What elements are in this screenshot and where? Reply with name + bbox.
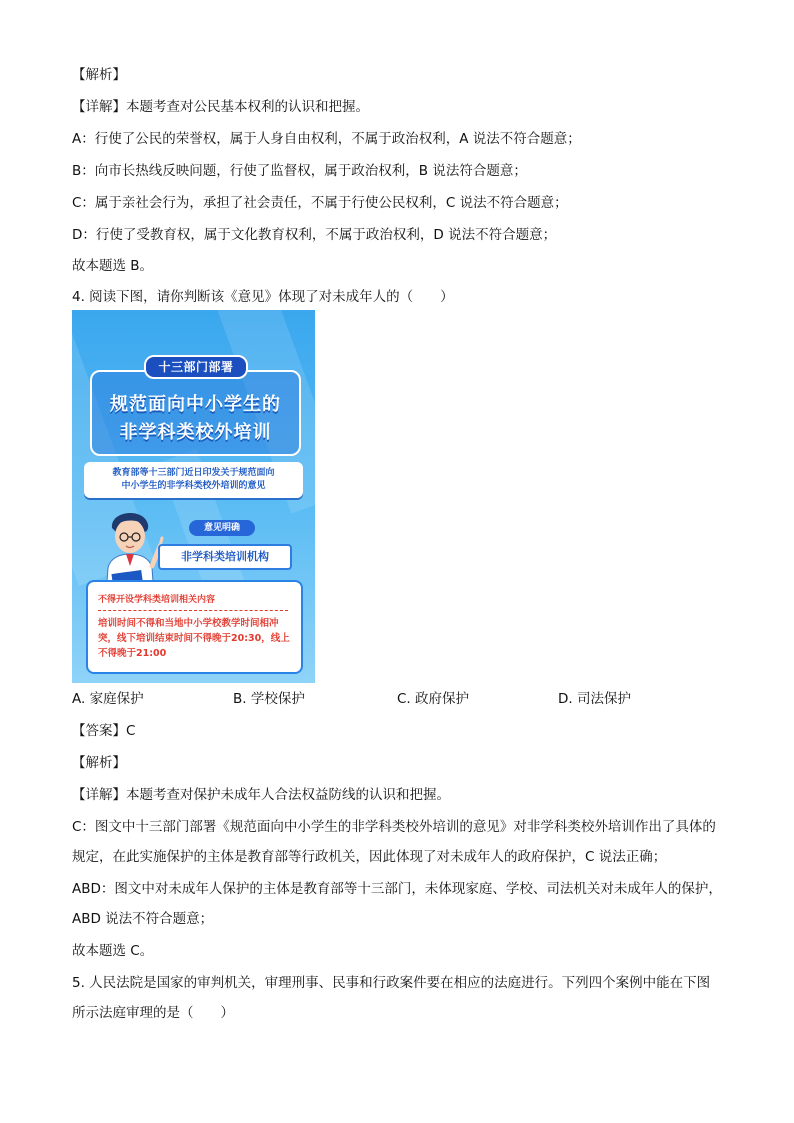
poster-title-box: [90, 370, 301, 456]
option-c-explanation: C：属于亲社会行为，承担了社会责任，不属于行使公民权利，C 说法不符合题意；: [72, 195, 568, 211]
analysis-heading-2: 【解析】: [72, 755, 126, 771]
conclusion-2: 故本题选 C。: [72, 943, 154, 959]
option-a-explanation: A：行使了公民的荣誉权，属于人身自由权利，不属于政治权利，A 说法不符合题意；: [72, 131, 581, 147]
poster-title-line1: 规范面向中小学生的: [110, 394, 281, 415]
poster-title-line2: 非学科类校外培训: [119, 422, 272, 443]
question-4: 4. 阅读下图，请你判断该《意见》体现了对未成年人的（ ）: [72, 289, 454, 305]
detail-text-2: 【详解】本题考查对保护未成年人合法权益防线的认识和把握。: [72, 787, 450, 803]
policy-poster: [72, 310, 315, 683]
banner-line1: 教育部等十三部门近日印发关于规范面向: [112, 468, 275, 478]
rule-box: [86, 580, 303, 674]
option-c: C. 政府保护: [397, 691, 470, 707]
banner-line2: 中小学生的非学科类校外培训的意见: [121, 481, 266, 491]
option-c-analysis: C：图文中十三部门部署《规范面向中小学生的非学科类校外培训的意见》对非学科类校外培训作出了具体的规定，在此实施保护的主体是教育部等行政机关，因此体现了对未成年人的政府保护，C 说法正确；: [72, 819, 716, 865]
opinion-pill: 意见明确: [189, 520, 255, 536]
option-a: A. 家庭保护: [72, 691, 144, 707]
analysis-heading: 【解析】: [72, 67, 126, 83]
rule-heading: 不得开设学科类培训相关内容: [98, 595, 216, 605]
detail-text: 【详解】本题考查对公民基本权利的认识和把握。: [72, 99, 369, 115]
poster-badge: 十三部门部署: [144, 355, 248, 379]
option-b: B. 学校保护: [233, 691, 305, 707]
conclusion: 故本题选 B。: [72, 258, 154, 274]
rule-divider: [98, 610, 288, 611]
option-b-explanation: B：向市长热线反映问题，行使了监督权，属于政治权利，B 说法符合题意；: [72, 163, 527, 179]
option-d-explanation: D：行使了受教育权，属于文化教育权利，不属于政治权利，D 说法不符合题意；: [72, 227, 557, 243]
poster-banner: [84, 462, 303, 498]
question-5: 5. 人民法院是国家的审判机关，审理刑事、民事和行政案件要在相应的法庭进行。下列四个案例中能在下图所示法庭审理的是（ ）: [72, 975, 711, 1021]
option-d: D. 司法保护: [558, 691, 631, 707]
answer: 【答案】C: [72, 723, 136, 739]
org-label: 非学科类培训机构: [158, 544, 292, 570]
option-abd-analysis: ABD：图文中对未成年人保护的主体是教育部等十三部门，未体现家庭、学校、司法机关对未成年人的保护，ABD 说法不符合题意；: [72, 881, 722, 927]
rule-text: 培训时间不得和当地中小学校教学时间相冲突，线下培训结束时间不得晚于20:30，线上不得晚于21:00: [98, 618, 290, 659]
